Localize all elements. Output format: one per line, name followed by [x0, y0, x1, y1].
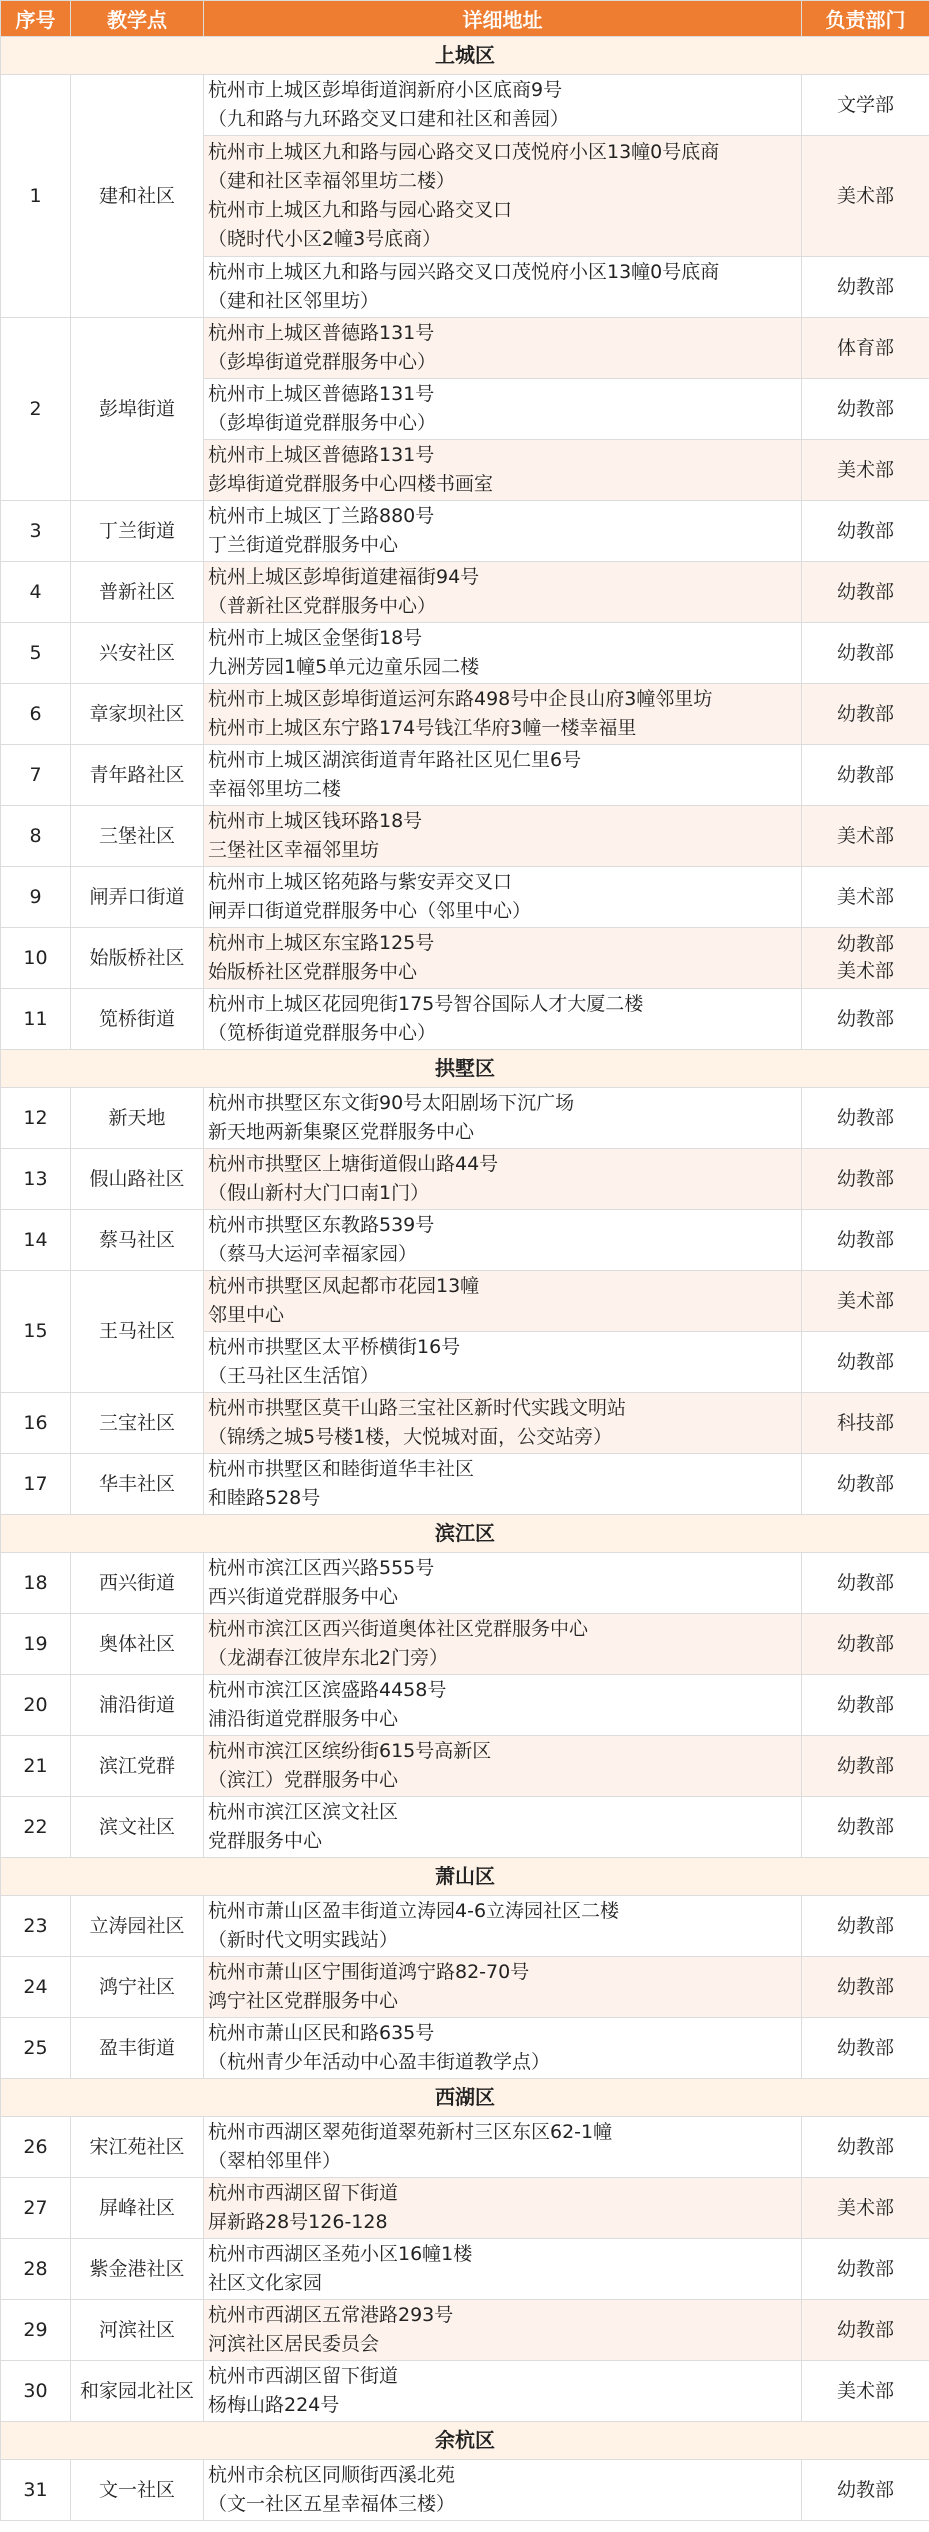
row-number: 28 — [1, 2239, 71, 2300]
site-name: 章家坝社区 — [71, 684, 204, 745]
address-cell — [204, 1454, 802, 1515]
table-row — [1, 2460, 929, 2521]
header-no: 序号 — [1, 1, 71, 37]
address-line: 杭州市西湖区圣苑小区16幢1楼 — [208, 2243, 473, 2265]
table-row — [1, 989, 929, 1050]
section-title: 西湖区 — [1, 2079, 929, 2117]
address-line: 杭州市上城区东宝路125号 — [208, 932, 435, 954]
address-cell — [204, 1553, 802, 1614]
table-row — [1, 745, 929, 806]
address-cell — [204, 989, 802, 1050]
site-name: 三宝社区 — [71, 1393, 204, 1454]
row-number: 4 — [1, 562, 71, 623]
dept-label: 幼教部 — [836, 1914, 894, 1937]
dept-label: 幼教部 — [836, 1007, 894, 1030]
dept-label: 美术部 — [836, 184, 894, 207]
address-cell — [204, 1332, 802, 1393]
table-row — [1, 1957, 929, 2018]
address-line: （普新社区党群服务中心） — [208, 595, 437, 617]
dept-cell — [802, 2361, 929, 2422]
site-name: 彭埠街道 — [71, 318, 204, 501]
dept-cell — [802, 1896, 929, 1957]
address-cell — [204, 1088, 802, 1149]
table-row — [1, 2117, 929, 2178]
row-number: 7 — [1, 745, 71, 806]
dept-cell — [802, 2300, 929, 2361]
address-line: 西兴街道党群服务中心 — [208, 1586, 399, 1608]
row-number: 27 — [1, 2178, 71, 2239]
section-row — [1, 1858, 929, 1896]
address-cell — [204, 1675, 802, 1736]
address-line: （王马社区生活馆） — [208, 1365, 380, 1387]
dept-cell — [802, 623, 929, 684]
address-line: 杭州市上城区金堡街18号 — [208, 627, 423, 649]
address-line: 杭州市上城区钱环路18号 — [208, 810, 423, 832]
address-cell — [204, 1797, 802, 1858]
address-line: 杭州市上城区彭埠街道运河东路498号中企艮山府3幢邻里坊 — [208, 688, 713, 710]
site-name: 建和社区 — [71, 75, 204, 318]
site-name: 鸿宁社区 — [71, 1957, 204, 2018]
site-name: 始版桥社区 — [71, 928, 204, 989]
row-number: 13 — [1, 1149, 71, 1210]
address-cell — [204, 379, 802, 440]
address-line: 闸弄口街道党群服务中心（邻里中心） — [208, 900, 532, 922]
dept-cell — [802, 1088, 929, 1149]
header-address: 详细地址 — [204, 1, 802, 37]
address-line: 社区文化家园 — [208, 2272, 323, 2294]
address-cell — [204, 2361, 802, 2422]
site-name: 新天地 — [71, 1088, 204, 1149]
dept-cell — [802, 867, 929, 928]
dept-label: 幼教部 — [836, 641, 894, 664]
address-line: 杭州市拱墅区上塘街道假山路44号 — [208, 1153, 499, 1175]
address-line: 杭州市萧山区民和路635号 — [208, 2022, 435, 2044]
table-row — [1, 2361, 929, 2422]
address-line: 丁兰街道党群服务中心 — [208, 534, 399, 556]
dept-cell — [802, 2018, 929, 2079]
row-number: 2 — [1, 318, 71, 501]
address-line: 屏新路28号126-128 — [208, 2211, 388, 2233]
site-name: 闸弄口街道 — [71, 867, 204, 928]
dept-label: 幼教部 — [836, 702, 894, 725]
address-cell — [204, 562, 802, 623]
table-header-row — [1, 1, 929, 37]
address-line: 杭州市上城区普德路131号 — [208, 444, 435, 466]
site-name: 盈丰街道 — [71, 2018, 204, 2079]
section-row — [1, 37, 929, 75]
table-row — [1, 928, 929, 989]
address-line: （建和社区幸福邻里坊二楼） — [208, 170, 456, 192]
address-line: 杭州市上城区铭苑路与紫安弄交叉口 — [208, 871, 513, 893]
row-number: 5 — [1, 623, 71, 684]
row-number: 29 — [1, 2300, 71, 2361]
address-line: 杭州市拱墅区东教路539号 — [208, 1214, 435, 1236]
table-row — [1, 501, 929, 562]
dept-label: 幼教部 — [836, 275, 894, 298]
address-line: （建和社区邻里坊） — [208, 290, 380, 312]
address-line: 杭州市拱墅区太平桥横街16号 — [208, 1336, 461, 1358]
address-line: 杭州市余杭区同顺街西溪北苑 — [208, 2464, 456, 2486]
address-cell — [204, 1736, 802, 1797]
address-line: 杭州市拱墅区和睦街道华丰社区 — [208, 1458, 475, 1480]
address-line: 杭州市上城区九和路与园兴路交叉口茂悦府小区13幢0号底商 — [208, 261, 720, 283]
dept-cell — [802, 2117, 929, 2178]
address-cell — [204, 1210, 802, 1271]
row-number: 20 — [1, 1675, 71, 1736]
dept-cell — [802, 1393, 929, 1454]
dept-label: 幼教部 — [836, 933, 894, 955]
table-row — [1, 623, 929, 684]
section-title: 滨江区 — [1, 1515, 929, 1553]
dept-label: 幼教部 — [836, 1350, 894, 1373]
address-line: （晓时代小区2幢3号底商） — [208, 228, 442, 250]
dept-label: 幼教部 — [836, 2036, 894, 2059]
table-row — [1, 1210, 929, 1271]
table-row — [1, 2239, 929, 2300]
row-number: 3 — [1, 501, 71, 562]
dept-cell — [802, 684, 929, 745]
address-line: 杭州市滨江区滨文社区 — [208, 1801, 399, 1823]
address-line: 杭州市上城区九和路与园心路交叉口 — [208, 199, 513, 221]
row-number: 14 — [1, 1210, 71, 1271]
dept-cell — [802, 1957, 929, 2018]
address-cell — [204, 623, 802, 684]
address-cell — [204, 257, 802, 318]
address-cell — [204, 1614, 802, 1675]
address-cell — [204, 1896, 802, 1957]
dept-label: 幼教部 — [836, 763, 894, 786]
dept-cell — [802, 75, 929, 136]
address-cell — [204, 1271, 802, 1332]
site-name: 青年路社区 — [71, 745, 204, 806]
address-cell — [204, 806, 802, 867]
row-number: 8 — [1, 806, 71, 867]
section-row — [1, 2422, 929, 2460]
dept-cell — [802, 257, 929, 318]
address-line: 杭州市上城区花园兜街175号智谷国际人才大厦二楼 — [208, 993, 644, 1015]
dept-cell — [802, 1332, 929, 1393]
address-line: 九洲芳园1幢5单元边童乐园二楼 — [208, 656, 480, 678]
site-name: 滨文社区 — [71, 1797, 204, 1858]
address-line: 始版桥社区党群服务中心 — [208, 961, 418, 983]
row-number: 11 — [1, 989, 71, 1050]
dept-cell — [802, 806, 929, 867]
address-cell — [204, 501, 802, 562]
table-row — [1, 1896, 929, 1957]
dept-cell — [802, 379, 929, 440]
dept-label: 幼教部 — [836, 1632, 894, 1655]
dept-cell — [802, 2460, 929, 2521]
site-name: 假山路社区 — [71, 1149, 204, 1210]
section-title: 萧山区 — [1, 1858, 929, 1896]
address-line: （彭埠街道党群服务中心） — [208, 351, 437, 373]
row-number: 12 — [1, 1088, 71, 1149]
dept-label: 幼教部 — [836, 1815, 894, 1838]
address-cell — [204, 2300, 802, 2361]
dept-cell — [802, 501, 929, 562]
site-name: 奥体社区 — [71, 1614, 204, 1675]
dept-cell — [802, 440, 929, 501]
dept-label: 美术部 — [836, 885, 894, 908]
table-row — [1, 1271, 929, 1332]
address-line: 杭州市上城区九和路与园心路交叉口茂悦府小区13幢0号底商 — [208, 141, 720, 163]
dept-cell — [802, 1614, 929, 1675]
table-row — [1, 867, 929, 928]
section-title: 余杭区 — [1, 2422, 929, 2460]
address-line: （滨江）党群服务中心 — [208, 1769, 399, 1791]
dept-label: 幼教部 — [836, 1167, 894, 1190]
site-name: 宋江苑社区 — [71, 2117, 204, 2178]
table-row — [1, 2018, 929, 2079]
address-cell — [204, 1149, 802, 1210]
dept-cell — [802, 562, 929, 623]
dept-label: 幼教部 — [836, 1754, 894, 1777]
row-number: 6 — [1, 684, 71, 745]
address-line: 杭州市上城区普德路131号 — [208, 322, 435, 344]
dept-cell — [802, 928, 929, 989]
section-row — [1, 1050, 929, 1088]
table-row — [1, 318, 929, 379]
dept-label: 幼教部 — [836, 397, 894, 420]
table-row — [1, 684, 929, 745]
dept-cell — [802, 2239, 929, 2300]
section-title: 拱墅区 — [1, 1050, 929, 1088]
site-name: 立涛园社区 — [71, 1896, 204, 1957]
address-line: （新时代文明实践站） — [208, 1929, 399, 1951]
table-row — [1, 806, 929, 867]
address-cell — [204, 2117, 802, 2178]
dept-label: 体育部 — [836, 336, 894, 359]
site-name: 紫金港社区 — [71, 2239, 204, 2300]
section-row — [1, 1515, 929, 1553]
dept-cell — [802, 1454, 929, 1515]
row-number: 1 — [1, 75, 71, 318]
address-line: （彭埠街道党群服务中心） — [208, 412, 437, 434]
dept-cell — [802, 1271, 929, 1332]
site-name: 河滨社区 — [71, 2300, 204, 2361]
dept-cell — [802, 1553, 929, 1614]
address-cell — [204, 136, 802, 257]
dept-label: 幼教部 — [836, 2257, 894, 2280]
row-number: 19 — [1, 1614, 71, 1675]
address-line: 河滨社区居民委员会 — [208, 2333, 380, 2355]
table-row — [1, 2178, 929, 2239]
row-number: 22 — [1, 1797, 71, 1858]
row-number: 16 — [1, 1393, 71, 1454]
address-cell — [204, 318, 802, 379]
dept-label: 美术部 — [836, 458, 894, 481]
table-row — [1, 75, 929, 136]
address-line: 杭州市拱墅区凤起都市花园13幢 — [208, 1275, 480, 1297]
header-dept: 负责部门 — [802, 1, 929, 37]
site-name: 文一社区 — [71, 2460, 204, 2521]
address-line: 杭州市上城区湖滨街道青年路社区见仁里6号 — [208, 749, 582, 771]
section-title: 上城区 — [1, 37, 929, 75]
site-name: 笕桥街道 — [71, 989, 204, 1050]
table-row — [1, 562, 929, 623]
dept-label: 幼教部 — [836, 1975, 894, 1998]
row-number: 23 — [1, 1896, 71, 1957]
address-cell — [204, 2239, 802, 2300]
address-cell — [204, 1957, 802, 2018]
row-number: 9 — [1, 867, 71, 928]
address-line: 杭州市上城区彭埠街道润新府小区底商9号 — [208, 79, 563, 101]
address-cell — [204, 684, 802, 745]
site-name: 蔡马社区 — [71, 1210, 204, 1271]
dept-label: 幼教部 — [836, 519, 894, 542]
row-number: 10 — [1, 928, 71, 989]
dept-cell — [802, 318, 929, 379]
address-line: 杭州市西湖区留下街道 — [208, 2365, 399, 2387]
address-line: 杭州市萧山区宁围街道鸿宁路82-70号 — [208, 1961, 530, 1983]
address-line: 三堡社区幸福邻里坊 — [208, 839, 380, 861]
dept-cell — [802, 1149, 929, 1210]
address-line: 幸福邻里坊二楼 — [208, 778, 342, 800]
dept-cell — [802, 989, 929, 1050]
address-line: 浦沿街道党群服务中心 — [208, 1708, 399, 1730]
address-line: （蔡马大运河幸福家园） — [208, 1243, 418, 1265]
address-line: 新天地两新集聚区党群服务中心 — [208, 1121, 475, 1143]
dept-cell — [802, 1736, 929, 1797]
address-line: 杭州市上城区东宁路174号钱江华府3幢一楼幸福里 — [208, 717, 637, 739]
address-cell — [204, 1393, 802, 1454]
site-name: 滨江党群 — [71, 1736, 204, 1797]
address-line: 杭州市滨江区缤纷街615号高新区 — [208, 1740, 492, 1762]
dept-label: 美术部 — [836, 824, 894, 847]
table-row — [1, 1088, 929, 1149]
address-line: 杭州市上城区丁兰路880号 — [208, 505, 435, 527]
table-row — [1, 1393, 929, 1454]
table-row — [1, 2300, 929, 2361]
site-name: 王马社区 — [71, 1271, 204, 1393]
row-number: 25 — [1, 2018, 71, 2079]
row-number: 17 — [1, 1454, 71, 1515]
dept-label: 美术部 — [836, 2379, 894, 2402]
dept-label: 幼教部 — [836, 580, 894, 603]
address-line: 党群服务中心 — [208, 1830, 323, 1852]
dept-label: 文学部 — [836, 93, 894, 116]
address-line: （龙湖春江彼岸东北2门旁） — [208, 1647, 449, 1669]
table-row — [1, 1454, 929, 1515]
address-line: 杭州市西湖区五常港路293号 — [208, 2304, 454, 2326]
address-line: （笕桥街道党群服务中心） — [208, 1022, 437, 1044]
dept-cell — [802, 745, 929, 806]
table-row — [1, 1797, 929, 1858]
address-line: 邻里中心 — [208, 1304, 285, 1326]
site-name: 普新社区 — [71, 562, 204, 623]
row-number: 31 — [1, 2460, 71, 2521]
table-row — [1, 1553, 929, 1614]
dept-label: 幼教部 — [836, 1571, 894, 1594]
address-line: 杭州上城区彭埠街道建福街94号 — [208, 566, 480, 588]
site-name: 华丰社区 — [71, 1454, 204, 1515]
row-number: 21 — [1, 1736, 71, 1797]
address-cell — [204, 2018, 802, 2079]
address-line: 彭埠街道党群服务中心四楼书画室 — [208, 473, 494, 495]
address-line: 鸿宁社区党群服务中心 — [208, 1990, 399, 2012]
site-name: 西兴街道 — [71, 1553, 204, 1614]
row-number: 26 — [1, 2117, 71, 2178]
address-line: （锦绣之城5号楼1楼，大悦城对面，公交站旁） — [208, 1426, 613, 1448]
dept-label: 幼教部 — [836, 2478, 894, 2501]
dept-cell — [802, 1675, 929, 1736]
address-line: 杨梅山路224号 — [208, 2394, 340, 2416]
site-name: 三堡社区 — [71, 806, 204, 867]
address-cell — [204, 75, 802, 136]
address-line: 杭州市拱墅区莫干山路三宝社区新时代实践文明站 — [208, 1397, 627, 1419]
site-name: 和家园北社区 — [71, 2361, 204, 2422]
address-line: 和睦路528号 — [208, 1487, 321, 1509]
row-number: 15 — [1, 1271, 71, 1393]
address-cell — [204, 2460, 802, 2521]
site-name: 丁兰街道 — [71, 501, 204, 562]
site-name: 屏峰社区 — [71, 2178, 204, 2239]
address-cell — [204, 440, 802, 501]
address-line: 杭州市滨江区西兴街道奥体社区党群服务中心 — [208, 1618, 589, 1640]
address-line: 杭州市萧山区盈丰街道立涛园4-6立涛园社区二楼 — [208, 1900, 620, 1922]
row-number: 24 — [1, 1957, 71, 2018]
address-cell — [204, 745, 802, 806]
dept-label: 幼教部 — [836, 1106, 894, 1129]
table-row — [1, 1736, 929, 1797]
address-cell — [204, 2178, 802, 2239]
address-line: （文一社区五星幸福体三楼） — [208, 2493, 456, 2515]
site-name: 兴安社区 — [71, 623, 204, 684]
address-line: （假山新村大门口南1门） — [208, 1182, 430, 1204]
dept-label: 科技部 — [836, 1411, 894, 1434]
dept-label: 幼教部 — [836, 1472, 894, 1495]
row-number: 18 — [1, 1553, 71, 1614]
table-row — [1, 1149, 929, 1210]
dept-label: 幼教部 — [836, 1228, 894, 1251]
dept-label: 美术部 — [836, 2196, 894, 2219]
dept-label: 幼教部 — [836, 2135, 894, 2158]
dept-label: 美术部 — [836, 1289, 894, 1312]
address-line: （杭州青少年活动中心盈丰街道教学点） — [208, 2051, 551, 2073]
address-cell — [204, 928, 802, 989]
address-line: 杭州市西湖区翠苑街道翠苑新村三区东区62-1幢 — [208, 2121, 613, 2143]
row-number: 30 — [1, 2361, 71, 2422]
section-row — [1, 2079, 929, 2117]
dept-label: 幼教部 — [836, 1693, 894, 1716]
table-row — [1, 1614, 929, 1675]
table-row — [1, 1675, 929, 1736]
dept-label: 幼教部 — [836, 2318, 894, 2341]
address-cell — [204, 867, 802, 928]
address-line: 杭州市西湖区留下街道 — [208, 2182, 399, 2204]
dept-label: 美术部 — [836, 960, 894, 982]
dept-cell — [802, 136, 929, 257]
dept-cell — [802, 2178, 929, 2239]
address-line: 杭州市拱墅区东文街90号太阳剧场下沉广场 — [208, 1092, 575, 1114]
address-line: 杭州市滨江区西兴路555号 — [208, 1557, 435, 1579]
table-body — [1, 37, 929, 2521]
address-line: （翠柏邻里伴） — [208, 2150, 342, 2172]
site-name: 浦沿街道 — [71, 1675, 204, 1736]
address-line: 杭州市上城区普德路131号 — [208, 383, 435, 405]
header-site: 教学点 — [71, 1, 204, 37]
dept-cell — [802, 1797, 929, 1858]
dept-cell — [802, 1210, 929, 1271]
address-line: 杭州市滨江区滨盛路4458号 — [208, 1679, 447, 1701]
address-line: （九和路与九环路交叉口建和社区和善园） — [208, 108, 570, 130]
